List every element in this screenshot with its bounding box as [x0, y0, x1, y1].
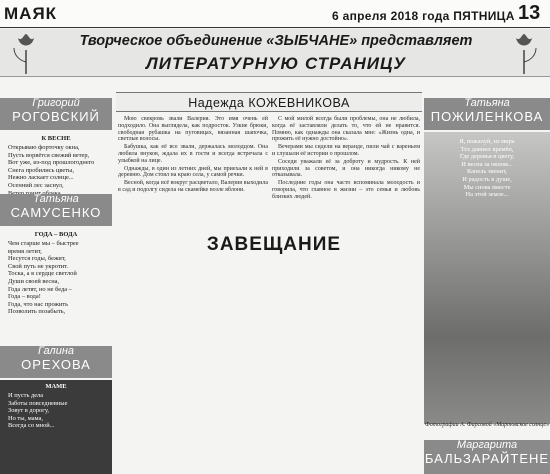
author-last-name: БАЛЬЗАРАЙТЕНЕ: [424, 450, 550, 466]
author-first-name: Маргарита: [456, 439, 518, 451]
story-author: Надежда КОЖЕВНИКОВА: [116, 92, 422, 112]
page-header: [0, 0, 550, 28]
story-column-2: С мой милой всегда были проблемы, она не любила, когда её заставляли делать то, что ей не нравится. Помню, как однажды она сказала мне: «Жизнь одна, и прожить её нужно достойно». Вечерами мы сидели на веранде, пили чай с вареньем и слушали её истории о прошлом. Соседи уважали её за доброту и мудрость. К ней приходили за советом, и она никогда никому не отказывала. Последние годы она часто вспоминала молодость и говорила, что главное в жизни – это семья и любовь близких людей.: [272, 116, 420, 200]
author-last-name: ОРЕХОВА: [21, 356, 91, 372]
right-poem: Я, пожалуй, из мира Тех давних времён, Где деревья в цвету, И весна за окном... Капель звенит, И радость в душе, Мы снова вместе На этой земле...: [459, 138, 515, 199]
tulip-left-icon: [6, 32, 46, 74]
author-samusenko: [0, 194, 112, 226]
masthead: МАЯК: [4, 4, 58, 23]
poem-title: МАМЕ: [45, 383, 67, 390]
author-orekhova: [0, 346, 112, 378]
story-title: ЗАВЕЩАНИЕ: [200, 234, 348, 256]
poem-title: К ВЕСНЕ: [41, 135, 71, 142]
author-rogovsky: [0, 98, 112, 130]
author-last-name: ПОЖИЛЕНКОВА: [430, 108, 544, 124]
author-first-name: Григорий: [32, 97, 80, 109]
author-baldzaraitene: [424, 440, 550, 474]
banner-line-1: Творческое объединение «ЗЫБЧАНЕ» представляет: [79, 33, 473, 49]
author-first-name: Галина: [37, 345, 75, 357]
issue-date: 6 апреля 2018 года ПЯТНИЦА: [332, 9, 515, 23]
poem-verse: Чем старше мы – быстрее время летит, Несутся годы, бежит, Свой путь не укротит. Тоска, а в сердце светлой Души своей весна, Года летят, но не беда – Года – вода! Года, что нас прожить Позволить позабыть,: [8, 240, 79, 316]
section-banner: [0, 29, 550, 77]
author-pozhilenkova: [424, 98, 550, 130]
page-number: 13: [518, 2, 541, 24]
photo-caption: Фотографии А. Фирсовой «Мартовское солнце»: [424, 422, 550, 428]
author-last-name: САМУСЕНКО: [10, 204, 102, 220]
poem-vesne: [0, 132, 112, 192]
author-first-name: Татьяна: [464, 97, 510, 109]
poem-goda: [0, 228, 112, 314]
author-last-name: РОГОВСКИЙ: [12, 108, 100, 124]
poem-title: ГОДА – ВОДА: [34, 231, 78, 238]
story-column-1: Мою свекровь звали Валерия. Это имя очень ей подходило. Она выглядела, как подросток. Узкие брюки, свободная рубашка на пуговицах, вязанная шапочка, светлые волосы. Бабушка, как её все звали, держалась молодцом. Она любила внуков, ждала их в гости и всегда встречала с улыбкой на лице. Однажды, в один из летних дней, мы приехали к ней в деревню. Дом стоял на краю села, у самой речки. Весной, когда всё вокруг расцветало, Валерия выходила в сад и подолгу сидела на скамейке возле яблони.: [118, 116, 268, 193]
poem-verse: Открываю форточку окна, Пусть ворвётся свежий ветер, Вот уже, из-под прошлогоднего Снега пробились цветы, Нежно ласкает солнце... Осенний лес заснул,: [8, 144, 95, 189]
banner-title: ЛИТЕРАТУРНУЮ СТРАНИЦУ: [146, 54, 406, 73]
author-first-name: Татьяна: [33, 193, 79, 205]
poem-verse: И пусть дела Заботы повседневные Зовут в дорогу, Но ты, мама, Всегда со мной...: [8, 392, 68, 430]
tulip-right-icon: [504, 32, 544, 74]
poem-mame-block: [0, 380, 112, 474]
